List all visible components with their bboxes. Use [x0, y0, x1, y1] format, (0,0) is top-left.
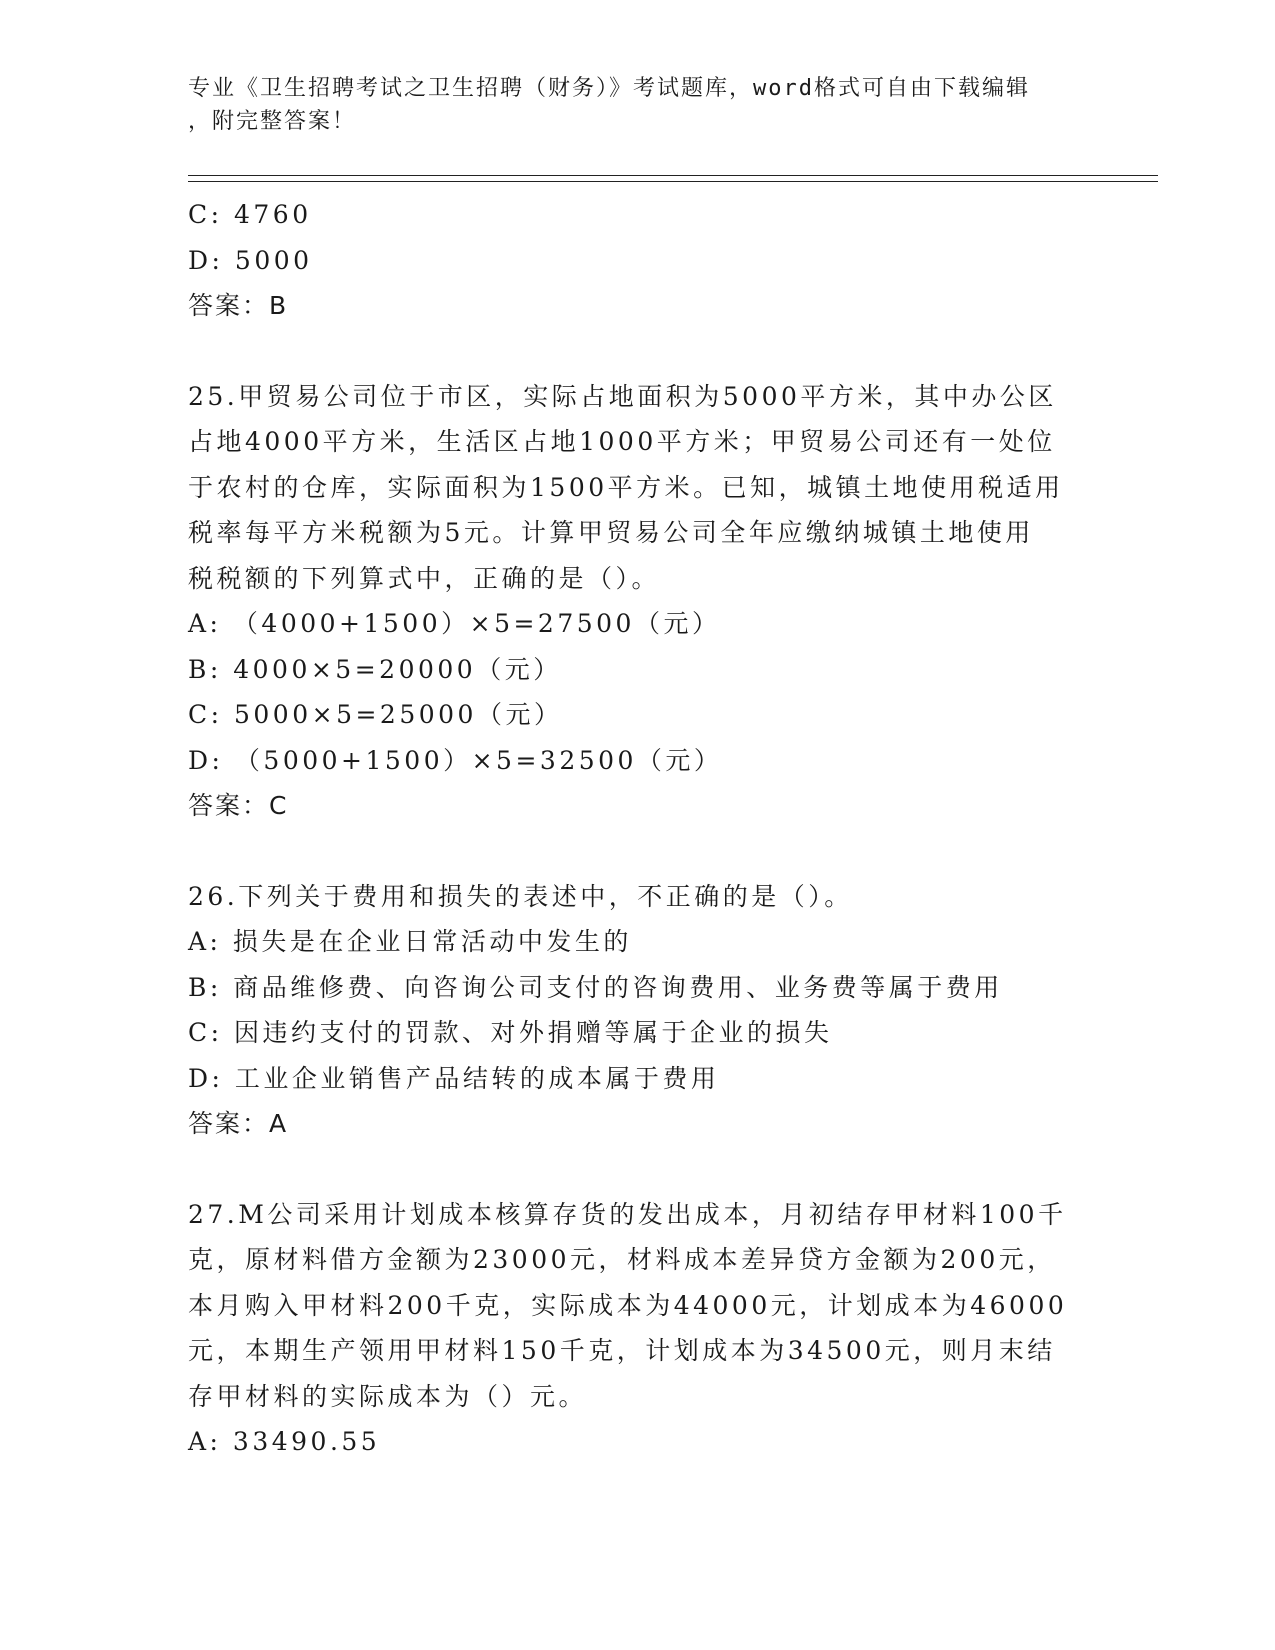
option-line: A: 33490.55: [188, 1427, 381, 1456]
option-line: D: 5000: [188, 245, 313, 275]
spacer: [188, 329, 1068, 374]
question-stem-line: 税率每平方米税额为5元。计算甲贸易公司全年应缴纳城镇土地使用: [188, 518, 1034, 547]
header-divider-top: [188, 175, 1158, 176]
header-line-2: ，附完整答案！: [188, 109, 357, 134]
header-line-1: 专业《卫生招聘考试之卫生招聘（财务）》考试题库，word格式可自由下载编辑: [188, 76, 1030, 101]
question-stem-line: 税税额的下列算式中，正确的是（）。: [188, 563, 661, 593]
question-stem-line: 占地4000平方米，生活区占地1000平方米；甲贸易公司还有一处位: [188, 427, 1056, 456]
option-line: B: 商品维修费、向咨询公司支付的咨询费用、业务费等属于费用: [188, 972, 1003, 1002]
question-26: [188, 874, 1068, 1147]
question-stem-line: 元，本期生产领用甲材料150千克，计划成本为34500元，则月末结: [188, 1336, 1056, 1365]
option-line: D: （5000+1500）×5=32500（元）: [188, 745, 723, 775]
option-line: C: 4760: [188, 200, 312, 229]
spacer: [188, 1147, 1068, 1192]
question-stem-line: 26.下列关于费用和损失的表述中，不正确的是（）。: [188, 881, 853, 911]
option-line: A: （4000+1500）×5=27500（元）: [188, 609, 721, 638]
option-line: D: 工业企业销售产品结转的成本属于费用: [188, 1063, 720, 1093]
option-line: C: 5000×5=25000（元）: [188, 700, 563, 729]
answer-line: 答案：C: [188, 791, 289, 820]
question-25: [188, 374, 1068, 829]
option-line: B: 4000×5=20000（元）: [188, 654, 562, 684]
header-divider-bottom: [188, 181, 1158, 182]
spacer: [188, 829, 1068, 874]
answer-line: 答案：A: [188, 1109, 289, 1138]
prev-question: [188, 192, 1068, 329]
document-content: [188, 192, 1068, 1465]
answer-line: 答案：B: [188, 291, 289, 320]
question-stem-line: 25.甲贸易公司位于市区，实际占地面积为5000平方米，其中办公区: [188, 381, 1057, 411]
question-stem-line: 存甲材料的实际成本为（）元。: [188, 1381, 588, 1411]
page-header: [188, 72, 1068, 138]
question-stem-line: 于农村的仓库，实际面积为1500平方米。已知，城镇土地使用税适用: [188, 472, 1064, 502]
question-stem-line: 本月购入甲材料200千克，实际成本为44000元，计划成本为46000: [188, 1290, 1068, 1320]
option-line: C: 因违约支付的罚款、对外捐赠等属于企业的损失: [188, 1018, 833, 1047]
question-27: [188, 1192, 1068, 1465]
question-stem-line: 克，原材料借方金额为23000元，材料成本差异贷方金额为200元，: [188, 1245, 1056, 1274]
question-stem-line: 27.M公司采用计划成本核算存货的发出成本，月初结存甲材料100千: [188, 1199, 1067, 1229]
option-line: A: 损失是在企业日常活动中发生的: [188, 927, 632, 956]
